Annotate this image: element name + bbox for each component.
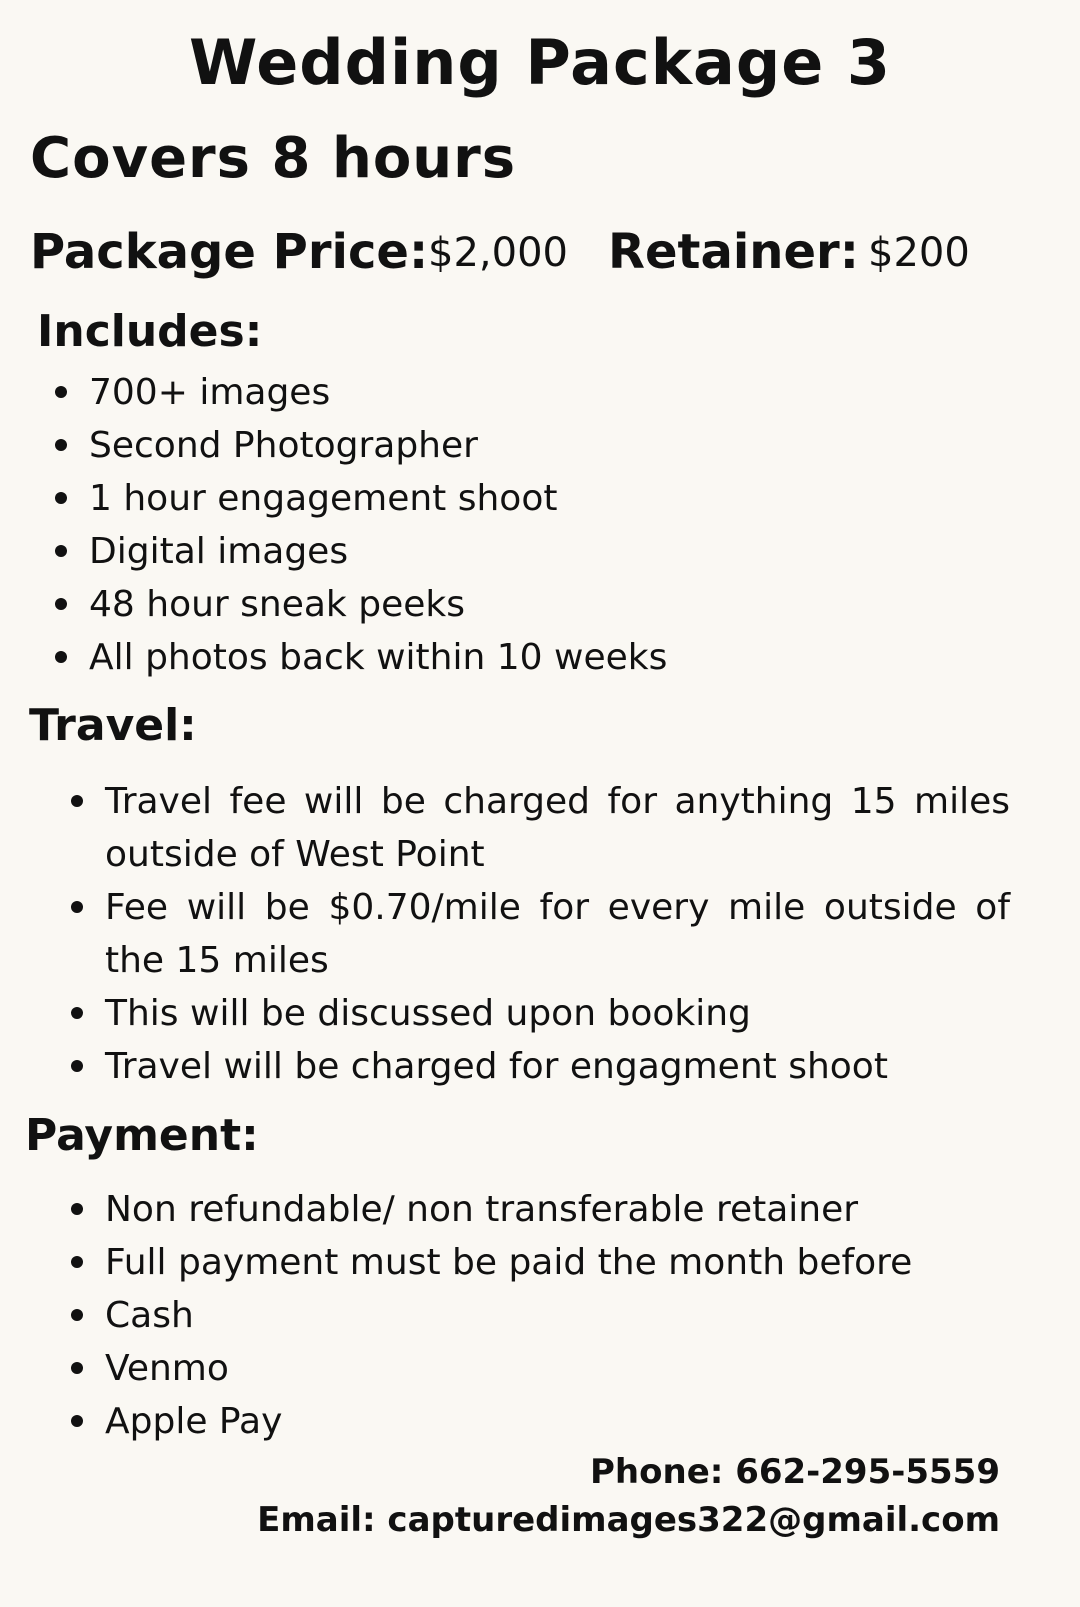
- list-item: [105, 881, 1010, 987]
- package-price-label: Package Price:: [30, 224, 429, 280]
- list-item-text: Non refundable/ non transferable retainer: [105, 1189, 859, 1230]
- bullet-icon: [55, 439, 67, 451]
- list-item: [89, 419, 989, 472]
- contact-phone: Phone: 662-295-5559: [590, 1452, 1000, 1492]
- list-item-text: Cash: [105, 1295, 194, 1336]
- bullet-icon: [55, 651, 67, 663]
- list-item: [89, 578, 989, 631]
- bullet-icon: [55, 492, 67, 504]
- includes-list: [89, 366, 989, 684]
- list-item: [105, 1342, 1010, 1395]
- list-item: [89, 472, 989, 525]
- list-item: [105, 1040, 1010, 1093]
- includes-heading: Includes:: [37, 306, 263, 357]
- bullet-icon: [71, 1007, 83, 1019]
- list-item-text: This will be discussed upon booking: [105, 993, 751, 1034]
- bullet-icon: [55, 545, 67, 557]
- list-item-text: 1 hour engagement shoot: [89, 478, 558, 519]
- list-item: [89, 366, 989, 419]
- pricing-row: [30, 224, 1050, 288]
- list-item-text: 48 hour sneak peeks: [89, 584, 465, 625]
- coverage-heading: Covers 8 hours: [30, 126, 517, 191]
- package-price-value: $2,000: [428, 230, 568, 276]
- bullet-icon: [71, 1060, 83, 1072]
- list-item: [105, 775, 1010, 881]
- list-item: [105, 1395, 1010, 1448]
- bullet-icon: [71, 1203, 83, 1215]
- bullet-icon: [71, 795, 83, 807]
- list-item: [89, 525, 989, 578]
- list-item-text: Second Photographer: [89, 425, 478, 466]
- list-item-text: Travel fee will be charged for anything 15 miles outside of West Point: [105, 781, 1010, 875]
- list-item-text: Full payment must be paid the month before: [105, 1242, 913, 1283]
- list-item-text: Fee will be $0.70/mile for every mile outside of the 15 miles: [105, 887, 1010, 981]
- list-item-text: Travel will be charged for engagment shoot: [105, 1046, 888, 1087]
- payment-list: [105, 1183, 1010, 1448]
- travel-heading: Travel:: [29, 700, 197, 751]
- bullet-icon: [71, 1362, 83, 1374]
- bullet-icon: [55, 598, 67, 610]
- list-item: [105, 1183, 1010, 1236]
- list-item: [105, 1289, 1010, 1342]
- bullet-icon: [71, 901, 83, 913]
- list-item: [89, 631, 989, 684]
- list-item: [105, 987, 1010, 1040]
- list-item-text: Digital images: [89, 531, 349, 572]
- contact-email: Email: capturedimages322@gmail.com: [257, 1500, 1000, 1540]
- travel-list: [105, 775, 1010, 1093]
- list-item-text: 700+ images: [89, 372, 331, 413]
- package-title: Wedding Package 3: [189, 26, 891, 99]
- bullet-icon: [71, 1309, 83, 1321]
- list-item: [105, 1236, 1010, 1289]
- list-item-text: Apple Pay: [105, 1401, 283, 1442]
- payment-heading: Payment:: [25, 1110, 259, 1161]
- bullet-icon: [71, 1256, 83, 1268]
- bullet-icon: [55, 386, 67, 398]
- retainer-label: Retainer:: [608, 224, 859, 280]
- bullet-icon: [71, 1415, 83, 1427]
- list-item-text: All photos back within 10 weeks: [89, 637, 668, 678]
- retainer-value: $200: [868, 230, 970, 276]
- list-item-text: Venmo: [105, 1348, 229, 1389]
